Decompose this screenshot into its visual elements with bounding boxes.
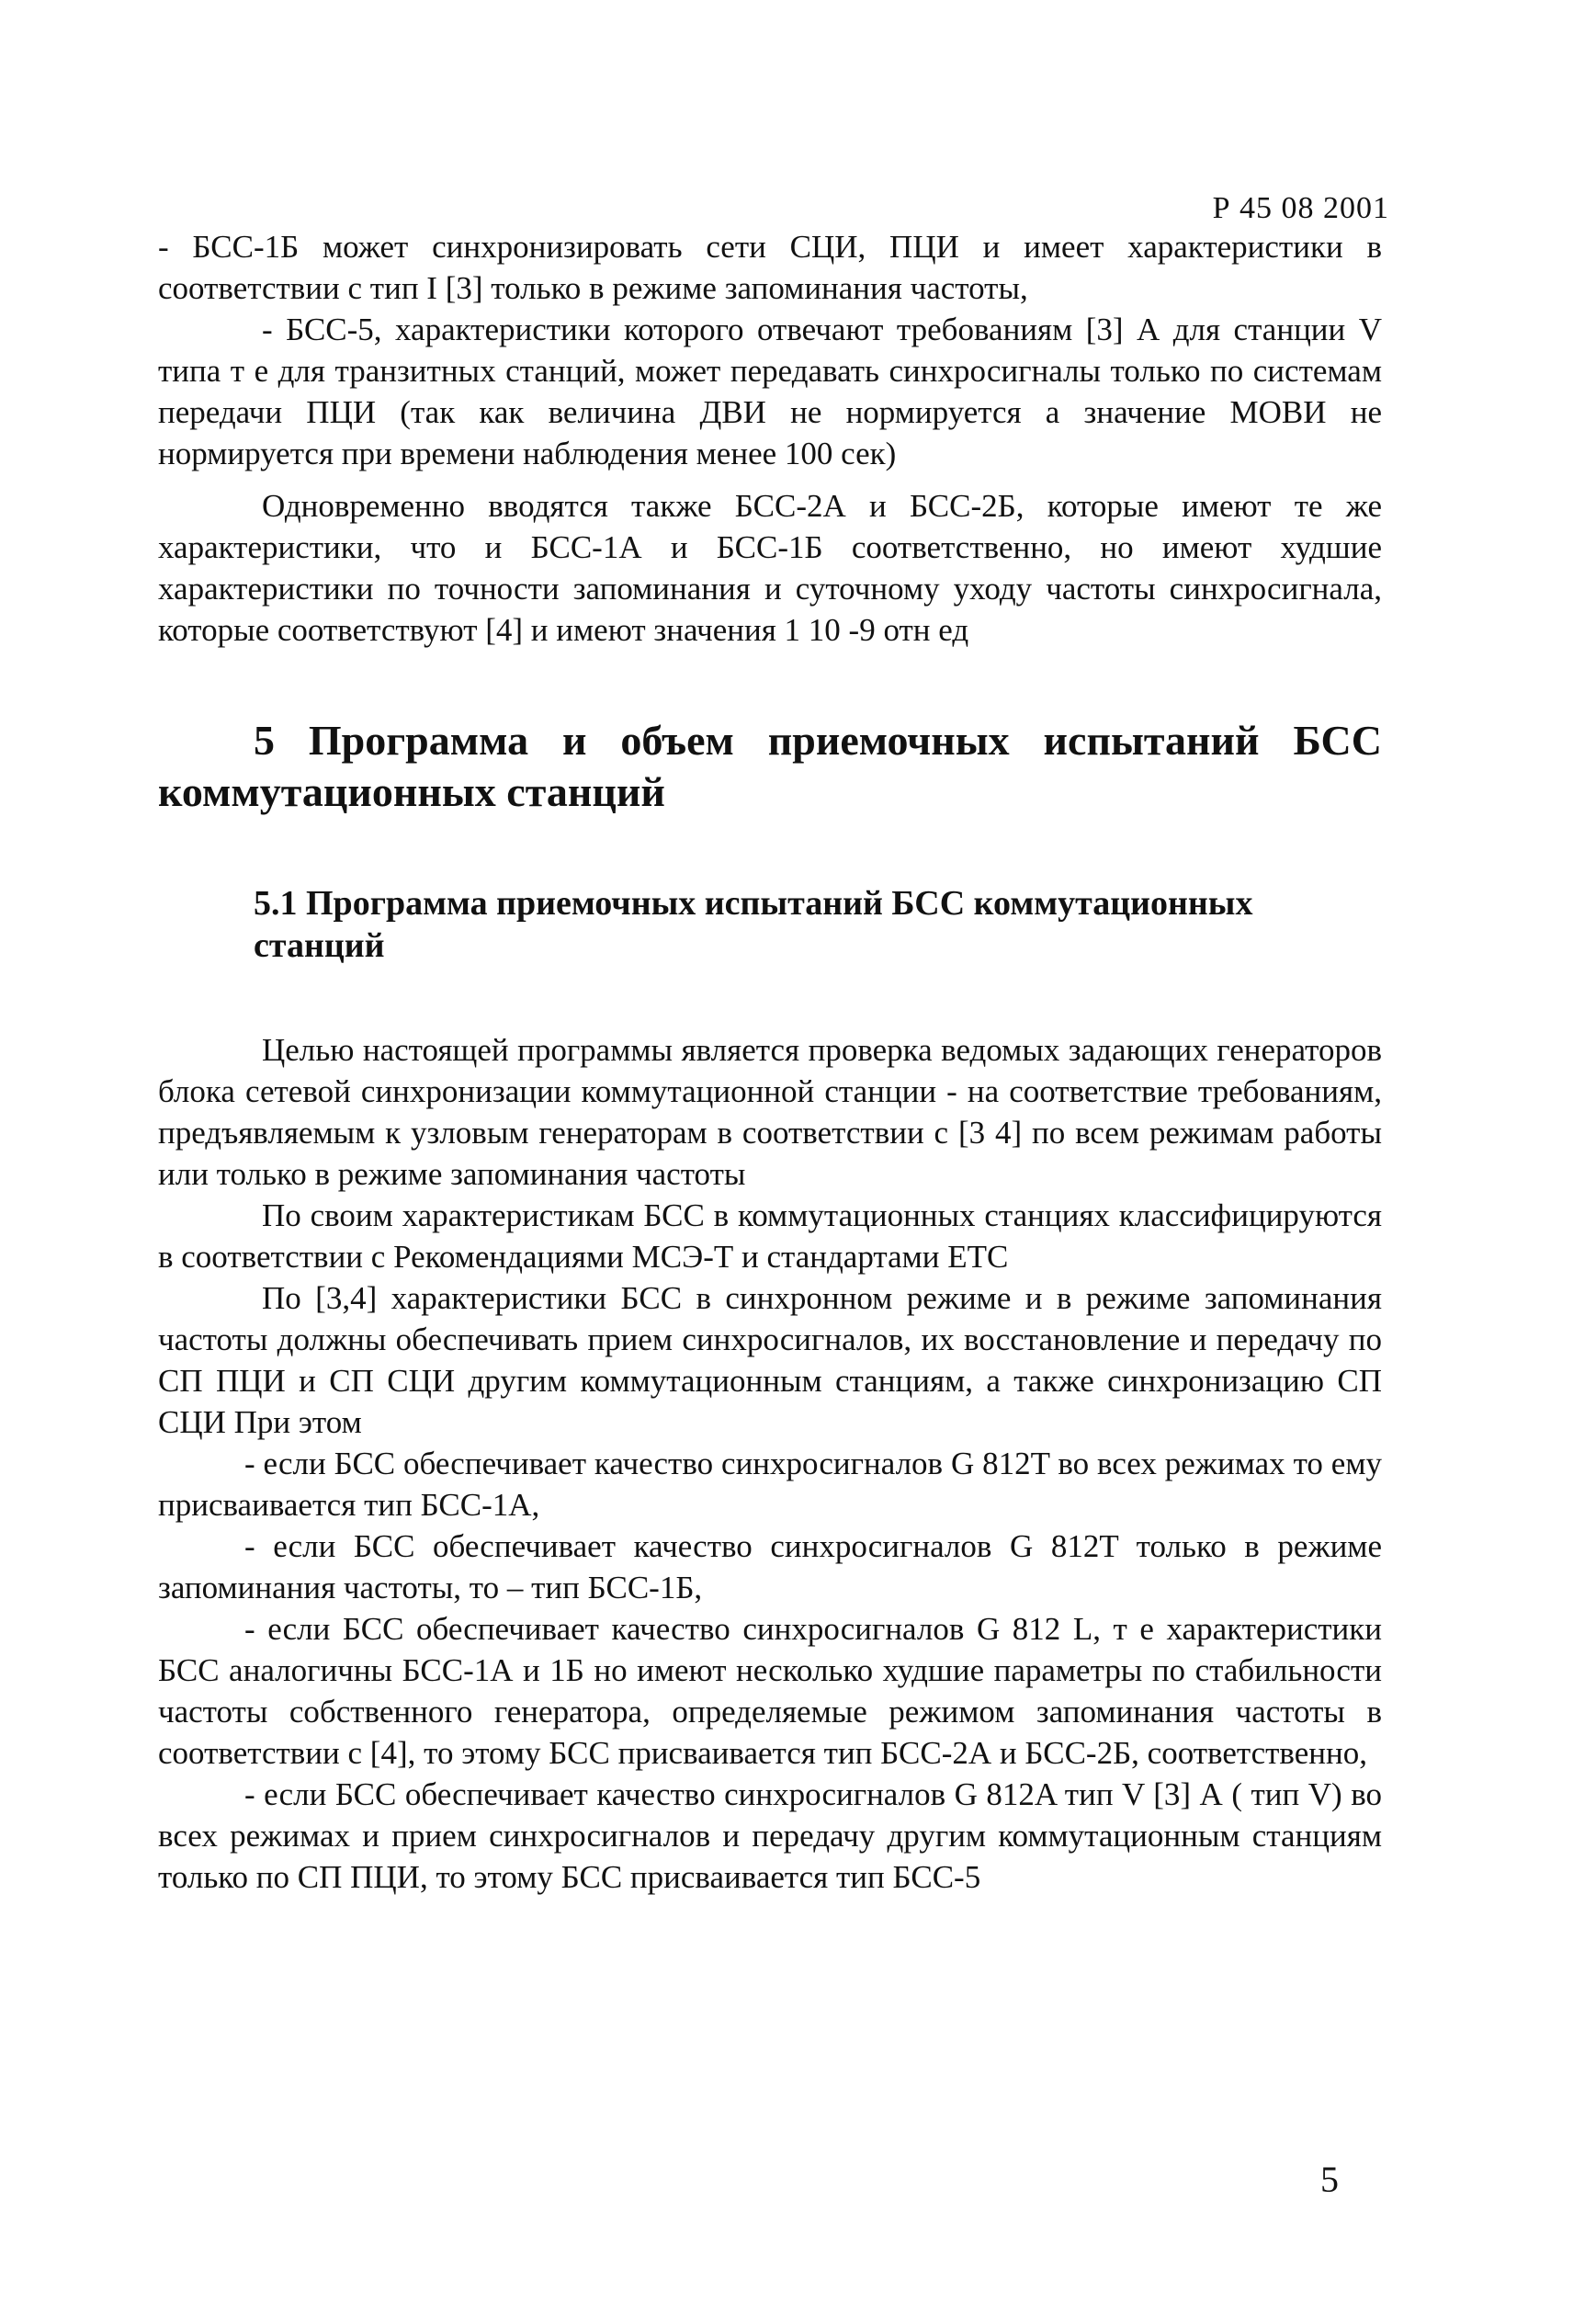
body-paragraph: По [3,4] характеристики БСС в синхронном режиме и в режиме запоминания частоты должны обеспечивать прием синхросигналов, их восстановление и передачу по СП ПЦИ и СП СЦИ другим коммутационным станциям, а также синхронизацию СП СЦИ При этом (158, 1280, 1382, 1440)
classification-item: - если БСС обеспечивает качество синхросигналов G 812T только в режиме запоминания частоты, то – тип БСС-1Б, (158, 1528, 1382, 1605)
document-code: Р 45 08 2001 (1212, 191, 1389, 225)
classification-item: - если БСС обеспечивает качество синхросигналов G 812A тип V [3] А ( тип V) во всех режимах и прием синхросигналов и передачу другим коммутационным станциям только по СП ПЦИ, то этому БСС присваивается тип БСС-5 (158, 1776, 1382, 1895)
program-body (158, 1029, 1382, 1898)
intro-paragraph: Одновременно вводятся также БСС-2А и БСС-2Б, которые имеют те же характеристики, что и БСС-1А и БСС-1Б соответственно, но имеют худшие характеристики по точности запоминания и суточному уходу частоты синхросигнала, которые соответствуют [4] и имеют значения 1 10 -9 отн ед (158, 488, 1382, 648)
body-paragraph: По своим характеристикам БСС в коммутационных станциях классифицируются в соответствии с Рекомендациями МСЭ-Т и стандартами ЕТС (158, 1197, 1382, 1275)
intro-paragraph: - БСС-1Б может синхронизировать сети СЦИ, ПЦИ и имеет характеристики в соответствии с тип I [3] только в режиме запоминания частоты, (158, 229, 1382, 306)
page-number: 5 (1320, 2159, 1339, 2200)
subsection-heading: 5.1 Программа приемочных испытаний БСС коммутационных станций (254, 884, 1253, 965)
page-content (158, 226, 1382, 1898)
intro-paragraph: - БСС-5, характеристики которого отвечают требованиям [3] А для станции V типа т е для транзитных станций, может передавать синхросигналы только по системам передачи ПЦИ (так как величина ДВИ не нормируется а значение МОВИ не нормируется при времени наблюдения менее 100 сек) (158, 312, 1382, 471)
classification-item: - если БСС обеспечивает качество синхросигналов G 812T во всех режимах то ему присваивается тип БСС-1А, (158, 1446, 1382, 1523)
section-heading (158, 715, 1382, 818)
classification-item: - если БСС обеспечивает качество синхросигналов G 812 L, т е характеристики БСС аналогичны БСС-1А и 1Б но имеют несколько худшие параметры по стабильности частоты собственного генератора, определяемые режимом запоминания частоты в соответствии с [4], то этому БСС присваивается тип БСС-2А и БСС-2Б, соответственно, (158, 1611, 1382, 1771)
body-paragraph: Целью настоящей программы является проверка ведомых задающих генераторов блока сетевой синхронизации коммутационной станции - на соответствие требованиям, предъявляемым к узловым генераторам в соответствии с [3 4] по всем режимам работы или только в режиме запоминания частоты (158, 1032, 1382, 1192)
section-title: Программа и объем приемочных испытаний БСС коммутационных станций (158, 717, 1382, 815)
section-number: 5 (254, 717, 275, 764)
